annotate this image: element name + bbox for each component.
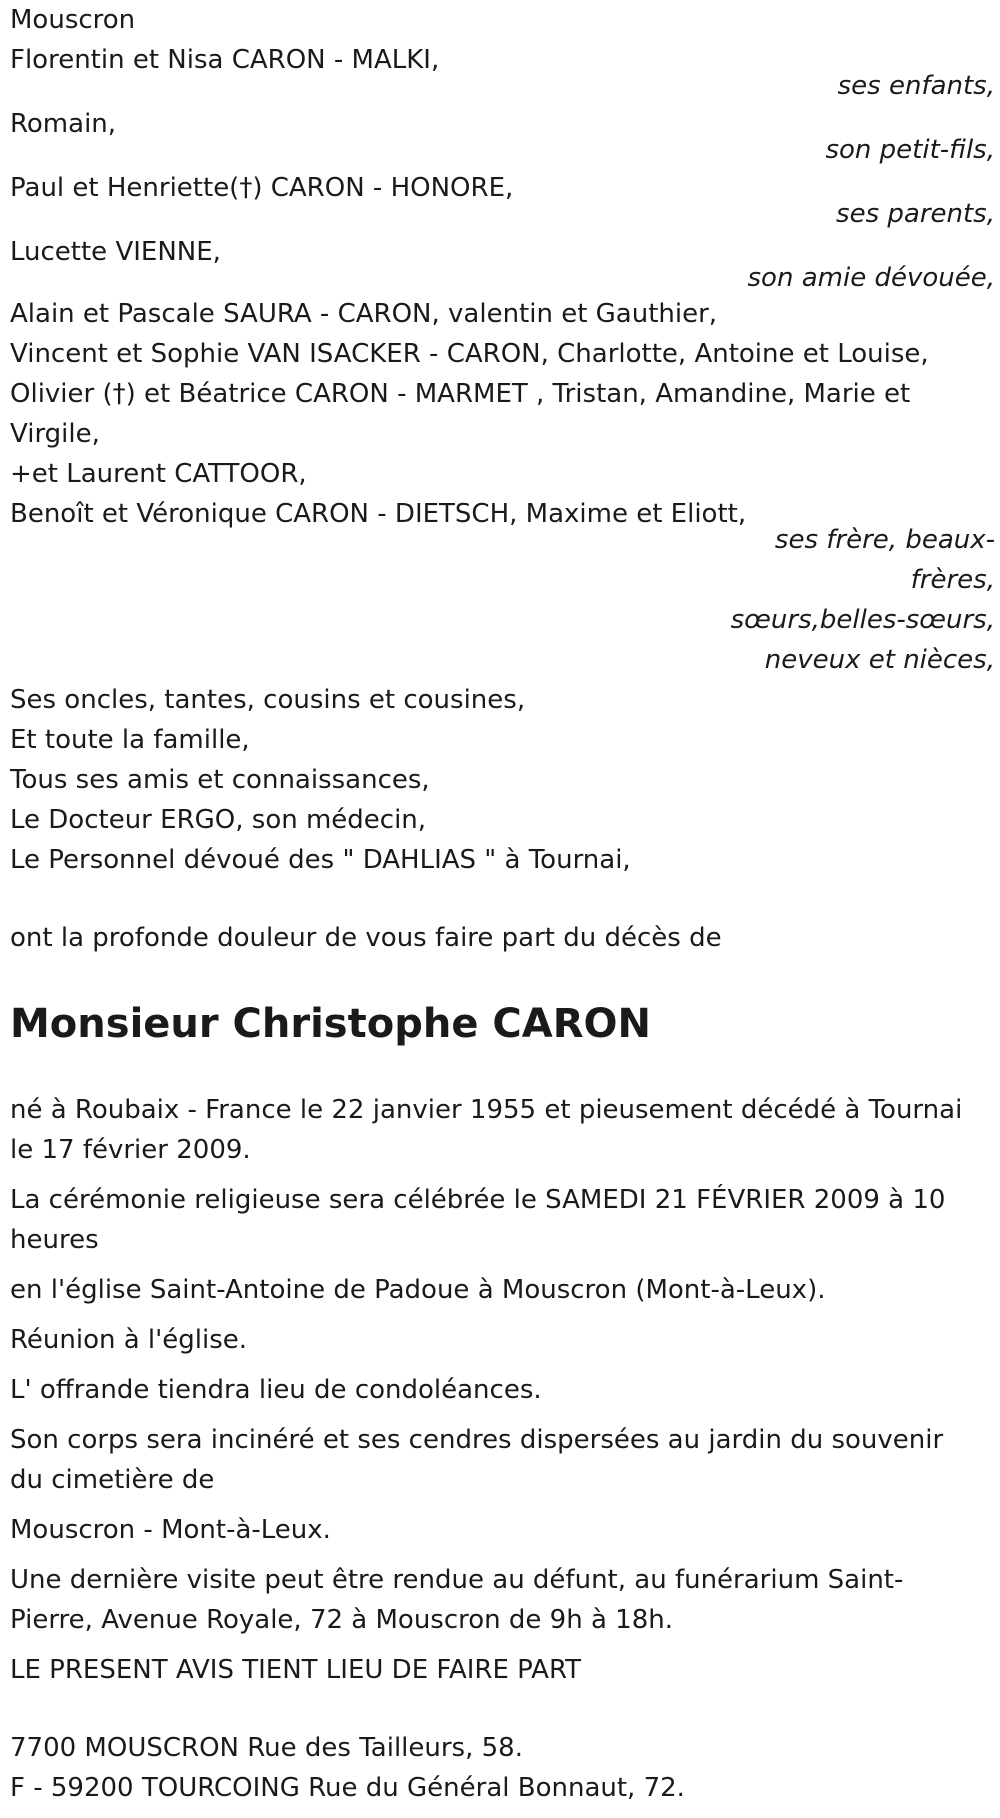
detail-paragraph: Son corps sera incinéré et ses cendres dispersées au jardin du souvenir du cimetière de [10,1425,944,1495]
detail-paragraph: La cérémonie religieuse sera célébrée le SAMEDI 21 FÉVRIER 2009 à 10 heures [10,1185,946,1255]
others-section [10,680,990,880]
family-names: Paul et Henriette(†) CARON - HONORE, [10,173,514,203]
family-names: Florentin et Nisa CARON - MALKI, [10,45,440,75]
details-section [10,1090,990,1690]
family-role: ses enfants, [837,71,995,101]
family-names: Lucette VIENNE, [10,237,221,267]
siblings-section [10,294,995,680]
others-line: Et toute la famille, [10,725,250,755]
others-line: Le Personnel dévoué des " DAHLIAS " à Tournai, [10,845,631,875]
deceased-name: Monsieur Christophe CARON [10,1001,651,1047]
siblings-role-line: frères, [910,565,995,595]
detail-paragraph: Réunion à l'église. [10,1325,248,1355]
sibling-line: Benoît et Véronique CARON - DIETSCH, Maxime et Eliott, [10,499,747,529]
sibling-line: +et Laurent CATTOOR, [10,459,307,489]
address-line: F - 59200 TOURCOING Rue du Général Bonnaut, 72. [10,1773,685,1803]
siblings-role [10,520,995,680]
family-role: son amie dévouée, [747,263,995,293]
siblings-role-line: neveux et nièces, [764,645,995,675]
detail-paragraph: Une dernière visite peut être rendue au défunt, au funérarium Saint-Pierre, Avenue Royale, 72 à Mouscron de 9h à 18h. [10,1565,904,1635]
sibling-line: Alain et Pascale SAURA - CARON, valentin et Gauthier, [10,299,718,329]
siblings-role-line: ses frère, beaux- [774,525,995,555]
siblings-role-line: sœurs,belles-sœurs, [730,605,995,635]
announcement-text: ont la profonde douleur de vous faire part du décès de [10,923,722,953]
detail-paragraph: Mouscron - Mont-à-Leux. [10,1515,331,1545]
sibling-line: Vincent et Sophie VAN ISACKER - CARON, Charlotte, Antoine et Louise, [10,339,929,369]
detail-paragraph: LE PRESENT AVIS TIENT LIEU DE FAIRE PART [10,1655,582,1685]
others-line: Tous ses amis et connaissances, [10,765,430,795]
detail-paragraph: en l'église Saint-Antoine de Padoue à Mouscron (Mont-à-Leux). [10,1275,826,1305]
city-heading: Mouscron [10,5,136,35]
sibling-line: Olivier (†) et Béatrice CARON - MARMET , Tristan, Amandine, Marie et Virgile, [10,379,911,449]
others-line: Ses oncles, tantes, cousins et cousines, [10,685,526,715]
family-section [10,40,995,298]
detail-paragraph: L' offrande tiendra lieu de condoléances. [10,1375,542,1405]
family-names: Romain, [10,109,117,139]
family-role: ses parents, [836,199,995,229]
addresses-section [10,1728,990,1808]
detail-paragraph: né à Roubaix - France le 22 janvier 1955 et pieusement décédé à Tournai le 17 février 2009. [10,1095,963,1165]
family-role: son petit-fils, [825,135,995,165]
others-line: Le Docteur ERGO, son médecin, [10,805,427,835]
address-line: 7700 MOUSCRON Rue des Tailleurs, 58. [10,1733,523,1763]
